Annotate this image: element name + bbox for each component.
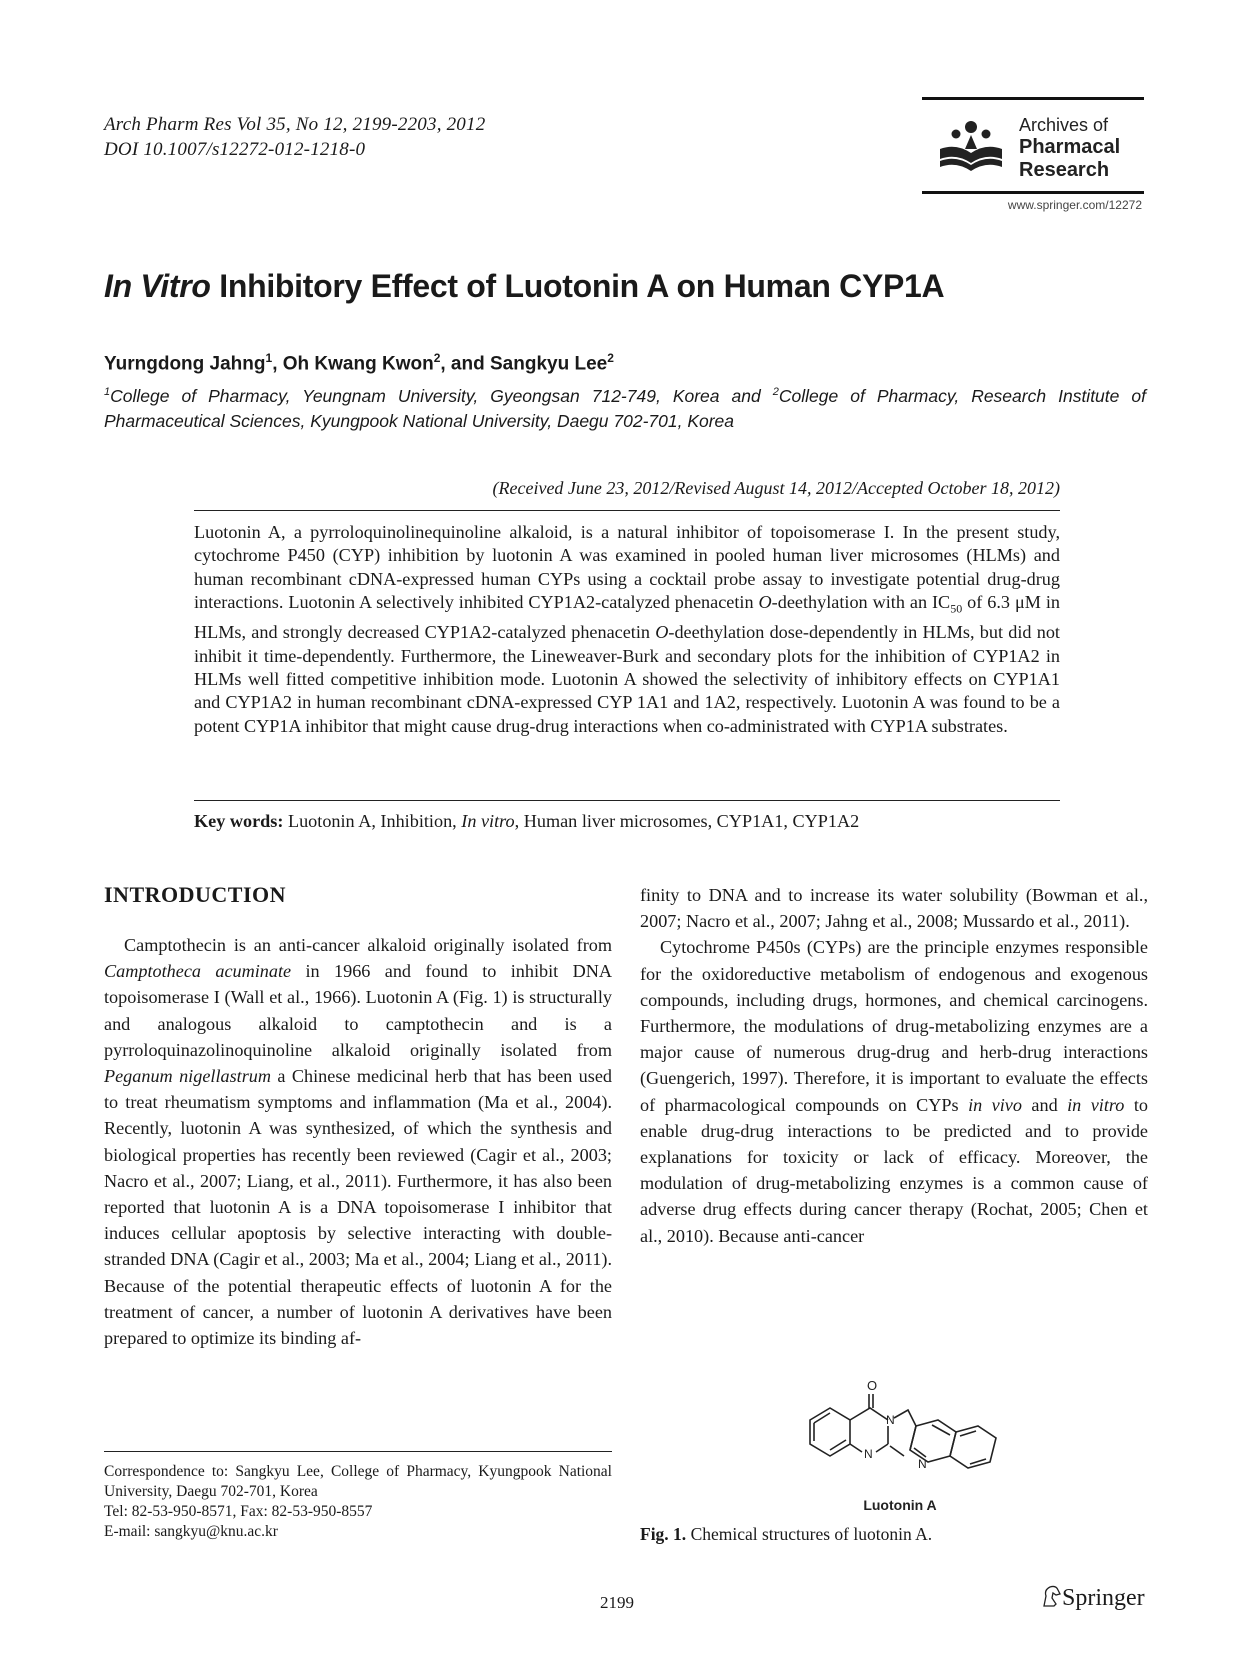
- abstract-subscript: 50: [950, 601, 963, 616]
- atom-oxygen: O: [867, 1378, 878, 1393]
- abstract-text: -deethylation dose-dependently in HLMs, but did not inhibit it time-dependently. Furthermore, the Lineweaver-Burk and secondary plots for the inhibition of CYP1A2 in HLMs well fitted competitive inhibition mode. Luotonin A showed the selectivity of inhibitory effects on CYP1A1 and CYP1A2 in human recombinant cDNA-expressed CYP 1A1 and 1A2, respectively. Luotonin A was found to be a potent CYP1A inhibitor that might cause drug-drug interactions when co-administrated with CYP1A substrates.: [194, 622, 1060, 736]
- species-name: Camptotheca acuminate: [104, 961, 292, 982]
- affiliation-text: College of Pharmacy, Yeungnam University, Gyeongsan 712-749, Korea and: [110, 385, 773, 406]
- abstract-text: of 6.3 μM in HLMs, and strongly decreased CYP1A2-catalyzed phenacetin: [194, 592, 1060, 643]
- footnote-address: Correspondence to: Sangkyu Lee, College of Pharmacy, Kyungpook National University, Daegu 702-701, Korea: [104, 1463, 612, 1500]
- footnote-phone: Tel: 82-53-950-8571, Fax: 82-53-950-8557: [104, 1503, 373, 1520]
- logo-url[interactable]: www.springer.com/12272: [1007, 198, 1142, 212]
- pyrimidinone-ring: [850, 1408, 888, 1420]
- paragraph-text: Camptothecin is an anti-cancer alkaloid originally isolated from: [124, 935, 612, 955]
- author-affiliation-mark: 2: [433, 351, 441, 365]
- paragraph: [104, 932, 612, 1351]
- logo-line2: Pharmacal: [1019, 136, 1121, 158]
- page-number: 2199: [600, 1593, 634, 1612]
- figure-caption-text: Chemical structures of luotonin A.: [686, 1524, 933, 1544]
- title-rest: Inhibitory Effect of Luotonin A on Human CYP1A: [210, 268, 945, 304]
- affiliation-mark: 2: [772, 386, 779, 398]
- luotonin-a-structure: [800, 1370, 1000, 1520]
- keywords-label: Key words:: [194, 811, 284, 831]
- publisher-logo: [1040, 1584, 1145, 1612]
- author-affiliation-mark: 2: [607, 351, 614, 365]
- paragraph-text: a Chinese medicinal herb that has been used to treat rheumatism symptoms and inflammation (Ma et al., 2004). Recently, luotonin A was synthesized, of which the synthesis and biological properties has recently been reviewed (Cagir et al., 2003; Nacro et al., 2007; Liang, et al., 2011). Furthermore, it has also been reported that luotonin A is a DNA topoisomerase I inhibitor that induces cellular apoptosis by selective interacting with double-stranded DNA (Cagir et al., 2003; Ma et al., 2004; Liang et al., 2011). Because of the potential therapeutic effects of luotonin A for the treatment of cancer, a number of luotonin A derivatives have been prepared to optimize its binding af-: [104, 1066, 612, 1349]
- title-italic: In Vitro: [104, 268, 211, 304]
- journal-logo: [922, 97, 1144, 217]
- figure-caption: [640, 1524, 932, 1545]
- abstract-text: -deethylation with an IC: [771, 592, 951, 613]
- paragraph-text: and: [1021, 1094, 1068, 1115]
- right-column: [640, 882, 1148, 1249]
- paragraph-italic: in vitro: [1067, 1094, 1125, 1115]
- keywords-text: Luotonin A, Inhibition,: [283, 811, 462, 831]
- logo-line1: Archives of: [1019, 115, 1109, 135]
- affiliations: [104, 380, 1146, 434]
- figure-label: Fig. 1.: [640, 1524, 687, 1544]
- logo-rule-bottom: [922, 191, 1144, 194]
- affiliation-mark: 1: [104, 386, 111, 398]
- footnote-email[interactable]: E-mail: sangkyu@knu.ac.kr: [104, 1523, 278, 1540]
- author-separator: , and: [440, 353, 490, 375]
- paragraph-italic: in vivo: [968, 1094, 1022, 1115]
- logo-line3: Research: [1019, 159, 1110, 181]
- author-name: Yurngdong Jahng: [104, 353, 266, 375]
- keywords-italic: In vitro: [461, 811, 515, 831]
- author-separator: ,: [272, 353, 283, 375]
- left-column: [104, 882, 612, 1351]
- abstract-italic: O: [655, 622, 669, 643]
- abstract-rule-top: [194, 510, 1060, 511]
- doi-line: DOI 10.1007/s12272-012-1218-0: [104, 139, 366, 160]
- author-affiliation-mark: 1: [265, 351, 273, 365]
- compound-label: Luotonin A: [863, 1497, 937, 1513]
- paragraph: [640, 934, 1148, 1248]
- abstract-italic: O: [758, 592, 772, 613]
- article-title: [104, 268, 944, 305]
- author-name: Oh Kwang Kwon: [282, 353, 434, 375]
- atom-nitrogen: N: [864, 1447, 873, 1461]
- book-with-figures-icon: [938, 119, 1004, 175]
- footnote-rule: [104, 1451, 612, 1452]
- author-list: [104, 351, 614, 375]
- correspondence-footnote: [104, 1462, 612, 1542]
- journal-citation: [104, 112, 485, 162]
- abstract-rule-bottom: [194, 800, 1060, 801]
- received-dates: (Received June 23, 2012/Revised August 14, 2012/Accepted October 18, 2012): [492, 478, 1060, 498]
- abstract-text: Luotonin A, a pyrroloquinolinequinoline alkaloid, is a natural inhibitor of topoisomerase I. In the present study, cytochrome P450 (CYP) inhibition by luotonin A was examined in pooled human liver microsomes (HLMs) and human recombinant cDNA-expressed human CYPs using a cocktail probe assay to investigate potential drug-drug interactions. Luotonin A selectively inhibited CYP1A2-catalyzed phenacetin: [194, 522, 1060, 613]
- paragraph-text: to enable drug-drug interactions to be predicted and to provide explanations for toxicity or lack of efficacy. Moreover, the modulation of drug-metabolizing enzymes is a common cause of adverse drug effects during cancer therapy (Rochat, 2005; Chen et al., 2010). Because anti-cancer: [640, 1094, 1148, 1246]
- atom-nitrogen: N: [886, 1413, 895, 1427]
- atom-nitrogen: N: [918, 1457, 927, 1471]
- section-heading: INTRODUCTION: [104, 882, 287, 907]
- publisher-name: Springer: [1062, 1585, 1145, 1611]
- paragraph-text: Cytochrome P450s (CYPs) are the principle enzymes responsible for the oxidoreductive metabolism of endogenous and exogenous compounds, including drugs, hormones, and chemical carcinogens. Furthermore, the modulations of drug-metabolizing enzymes are a major cause of numerous drug-drug and herb-drug interactions (Guengerich, 1997). Therefore, it is important to evaluate the effects of pharmacological compounds on CYPs: [640, 937, 1148, 1115]
- paragraph: finity to DNA and to increase its water solubility (Bowman et al., 2007; Nacro et al., 2007; Jahng et al., 2008; Mussardo et al., 2011).: [640, 885, 1148, 932]
- keywords-text: , Human liver microsomes, CYP1A1, CYP1A2: [514, 811, 860, 831]
- logo-rule-top: [922, 97, 1144, 100]
- paragraph-text: in 1966 and found to inhibit DNA topoisomerase I (Wall et al., 1966). Luotonin A (Fig. 1) is structurally and analogous alkaloid to camptothecin and is a pyrroloquinazolinoquinoline alkaloid originally isolated from: [104, 961, 612, 1060]
- species-name: Peganum nigellastrum: [104, 1066, 272, 1087]
- benzene-ring: [810, 1408, 850, 1456]
- journal-line: Arch Pharm Res Vol 35, No 12, 2199-2203, 2012: [104, 114, 486, 135]
- pyrrole-ring: [894, 1410, 916, 1426]
- abstract: [194, 521, 1060, 738]
- horse-head-icon: [1040, 1584, 1062, 1608]
- keywords: [194, 811, 859, 832]
- affiliation-text: College of Pharmacy, Research Institute of Pharmaceutical Sciences, Kyungpook National University, Daegu 702-701, Korea: [104, 385, 1146, 431]
- author-name: Sangkyu Lee: [490, 353, 608, 375]
